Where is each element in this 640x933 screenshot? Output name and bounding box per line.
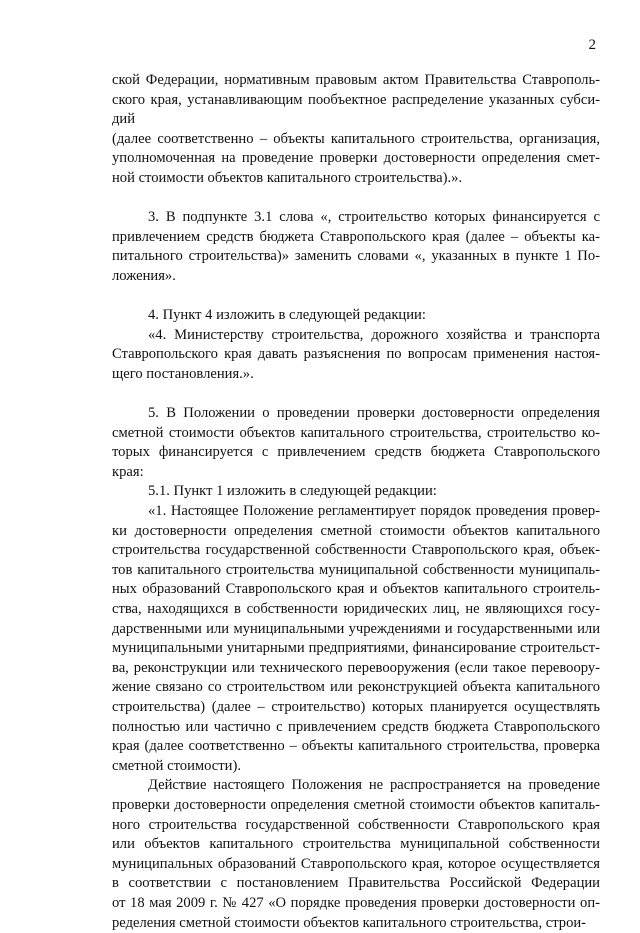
text-line: «1. Настоящее Положение регламентирует порядок проведения провер-	[148, 503, 600, 520]
text-line: строительства) (далее – строительство) которых планируется осуществлять	[112, 699, 600, 715]
paragraph-p1	[112, 71, 600, 130]
paragraph-p9	[112, 776, 600, 933]
text-line: ской Федерации, нормативным правовым актом Правительства Ставрополь-	[112, 72, 600, 88]
text-line: Ставропольского края давать разъяснения по вопросам применения настоя-	[112, 346, 600, 363]
text-line: ского края, устанавливающим пообъектное распределение указанных субси-	[112, 91, 600, 108]
text-line: полностью или частично с привлечением средств бюджета Ставропольского	[112, 718, 600, 735]
paragraph-p3	[112, 208, 600, 286]
paragraph-p2	[112, 130, 600, 189]
text-line: 4. Пункт 4 изложить в следующей редакции:	[148, 307, 426, 324]
text-line: 5.1. Пункт 1 изложить в следующей редакции:	[148, 483, 437, 500]
text-line: ного строительства государственной собственности Ставропольского края	[112, 816, 600, 833]
text-line: или объектов капитального строительства муниципальной собственности	[112, 836, 600, 853]
text-line: от 18 мая 2009 г. № 427 «О порядке проведения проверки достоверности оп-	[112, 894, 600, 911]
text-line: Действие настоящего Положения не распространяется на проведение	[148, 777, 600, 794]
text-line: щего постановления.».	[112, 365, 254, 382]
text-line: ной стоимости объектов капитального строительства).».	[112, 169, 463, 186]
text-line: строительства государственной собственности Ставропольского края, объек-	[112, 542, 600, 559]
text-line: края:	[112, 463, 144, 480]
text-line: в соответствии с постановлением Правительства Российской Федерации	[112, 875, 600, 892]
paragraph-spacer	[112, 287, 600, 307]
text-line: тов капитального строительства муниципальной собственности муниципаль-	[112, 561, 600, 578]
text-line: ва, реконструкции или технического перевооружения (если такое перевоору-	[112, 659, 600, 676]
text-line: дарственными или муниципальными учреждениями и государственными или	[112, 620, 600, 637]
text-line: 5. В Положении о проведении проверки достоверности определения	[148, 405, 600, 422]
text-line: торых финансируется с привлечением средств бюджета Ставропольского	[112, 444, 600, 461]
text-line: сметной стоимости).	[112, 757, 241, 774]
text-line: ределения сметной стоимости объектов капитального строительства, строи-	[112, 914, 587, 931]
paragraph-spacer	[112, 385, 600, 405]
text-line: края (далее соответственно – объекты капитального строительства, проверка	[112, 738, 600, 755]
text-line: уполномоченная на проведение проверки достоверности определения смет-	[112, 150, 600, 167]
text-line: дий	[112, 111, 136, 128]
text-line: жение связано со строительством или реконструкцией объекта капитального	[112, 679, 600, 696]
text-line: ки достоверности определения сметной стоимости объектов капитального	[112, 522, 600, 539]
page-number: 2	[588, 37, 596, 53]
paragraph-p8	[112, 502, 600, 776]
paragraph-p6	[112, 404, 600, 482]
text-line: ложения».	[112, 267, 176, 284]
text-line: ства, находящихся в собственности юридических лиц, не являющихся госу-	[112, 601, 600, 618]
text-line: муниципальными унитарными предприятиями, финансирование строительст-	[112, 640, 600, 657]
paragraph-spacer	[112, 189, 600, 209]
text-line: (далее соответственно – объекты капитального строительства, организация,	[112, 130, 600, 147]
paragraph-p4	[112, 306, 600, 326]
text-line: ных образований Ставропольского края и объектов капитального строитель-	[112, 581, 600, 598]
paragraph-p7	[112, 482, 600, 502]
document-body	[112, 71, 600, 933]
text-line: проверки достоверности определения сметной стоимости объектов капиталь-	[112, 796, 600, 813]
paragraph-p5	[112, 326, 600, 385]
text-line: «4. Министерству строительства, дорожного хозяйства и транспорта	[148, 326, 600, 343]
text-line: муниципальных образований Ставропольского края, которое осуществляется	[112, 855, 600, 872]
text-line: 3. В подпункте 3.1 слова «, строительство которых финансируется с	[148, 209, 600, 226]
text-line: питального строительства)» заменить словами «, указанных в пункте 1 По-	[112, 248, 600, 265]
text-line: привлечением средств бюджета Ставропольского края (далее – объекты ка-	[112, 228, 600, 245]
text-line: сметной стоимости объектов капитального строительства, строительство ко-	[112, 424, 600, 441]
